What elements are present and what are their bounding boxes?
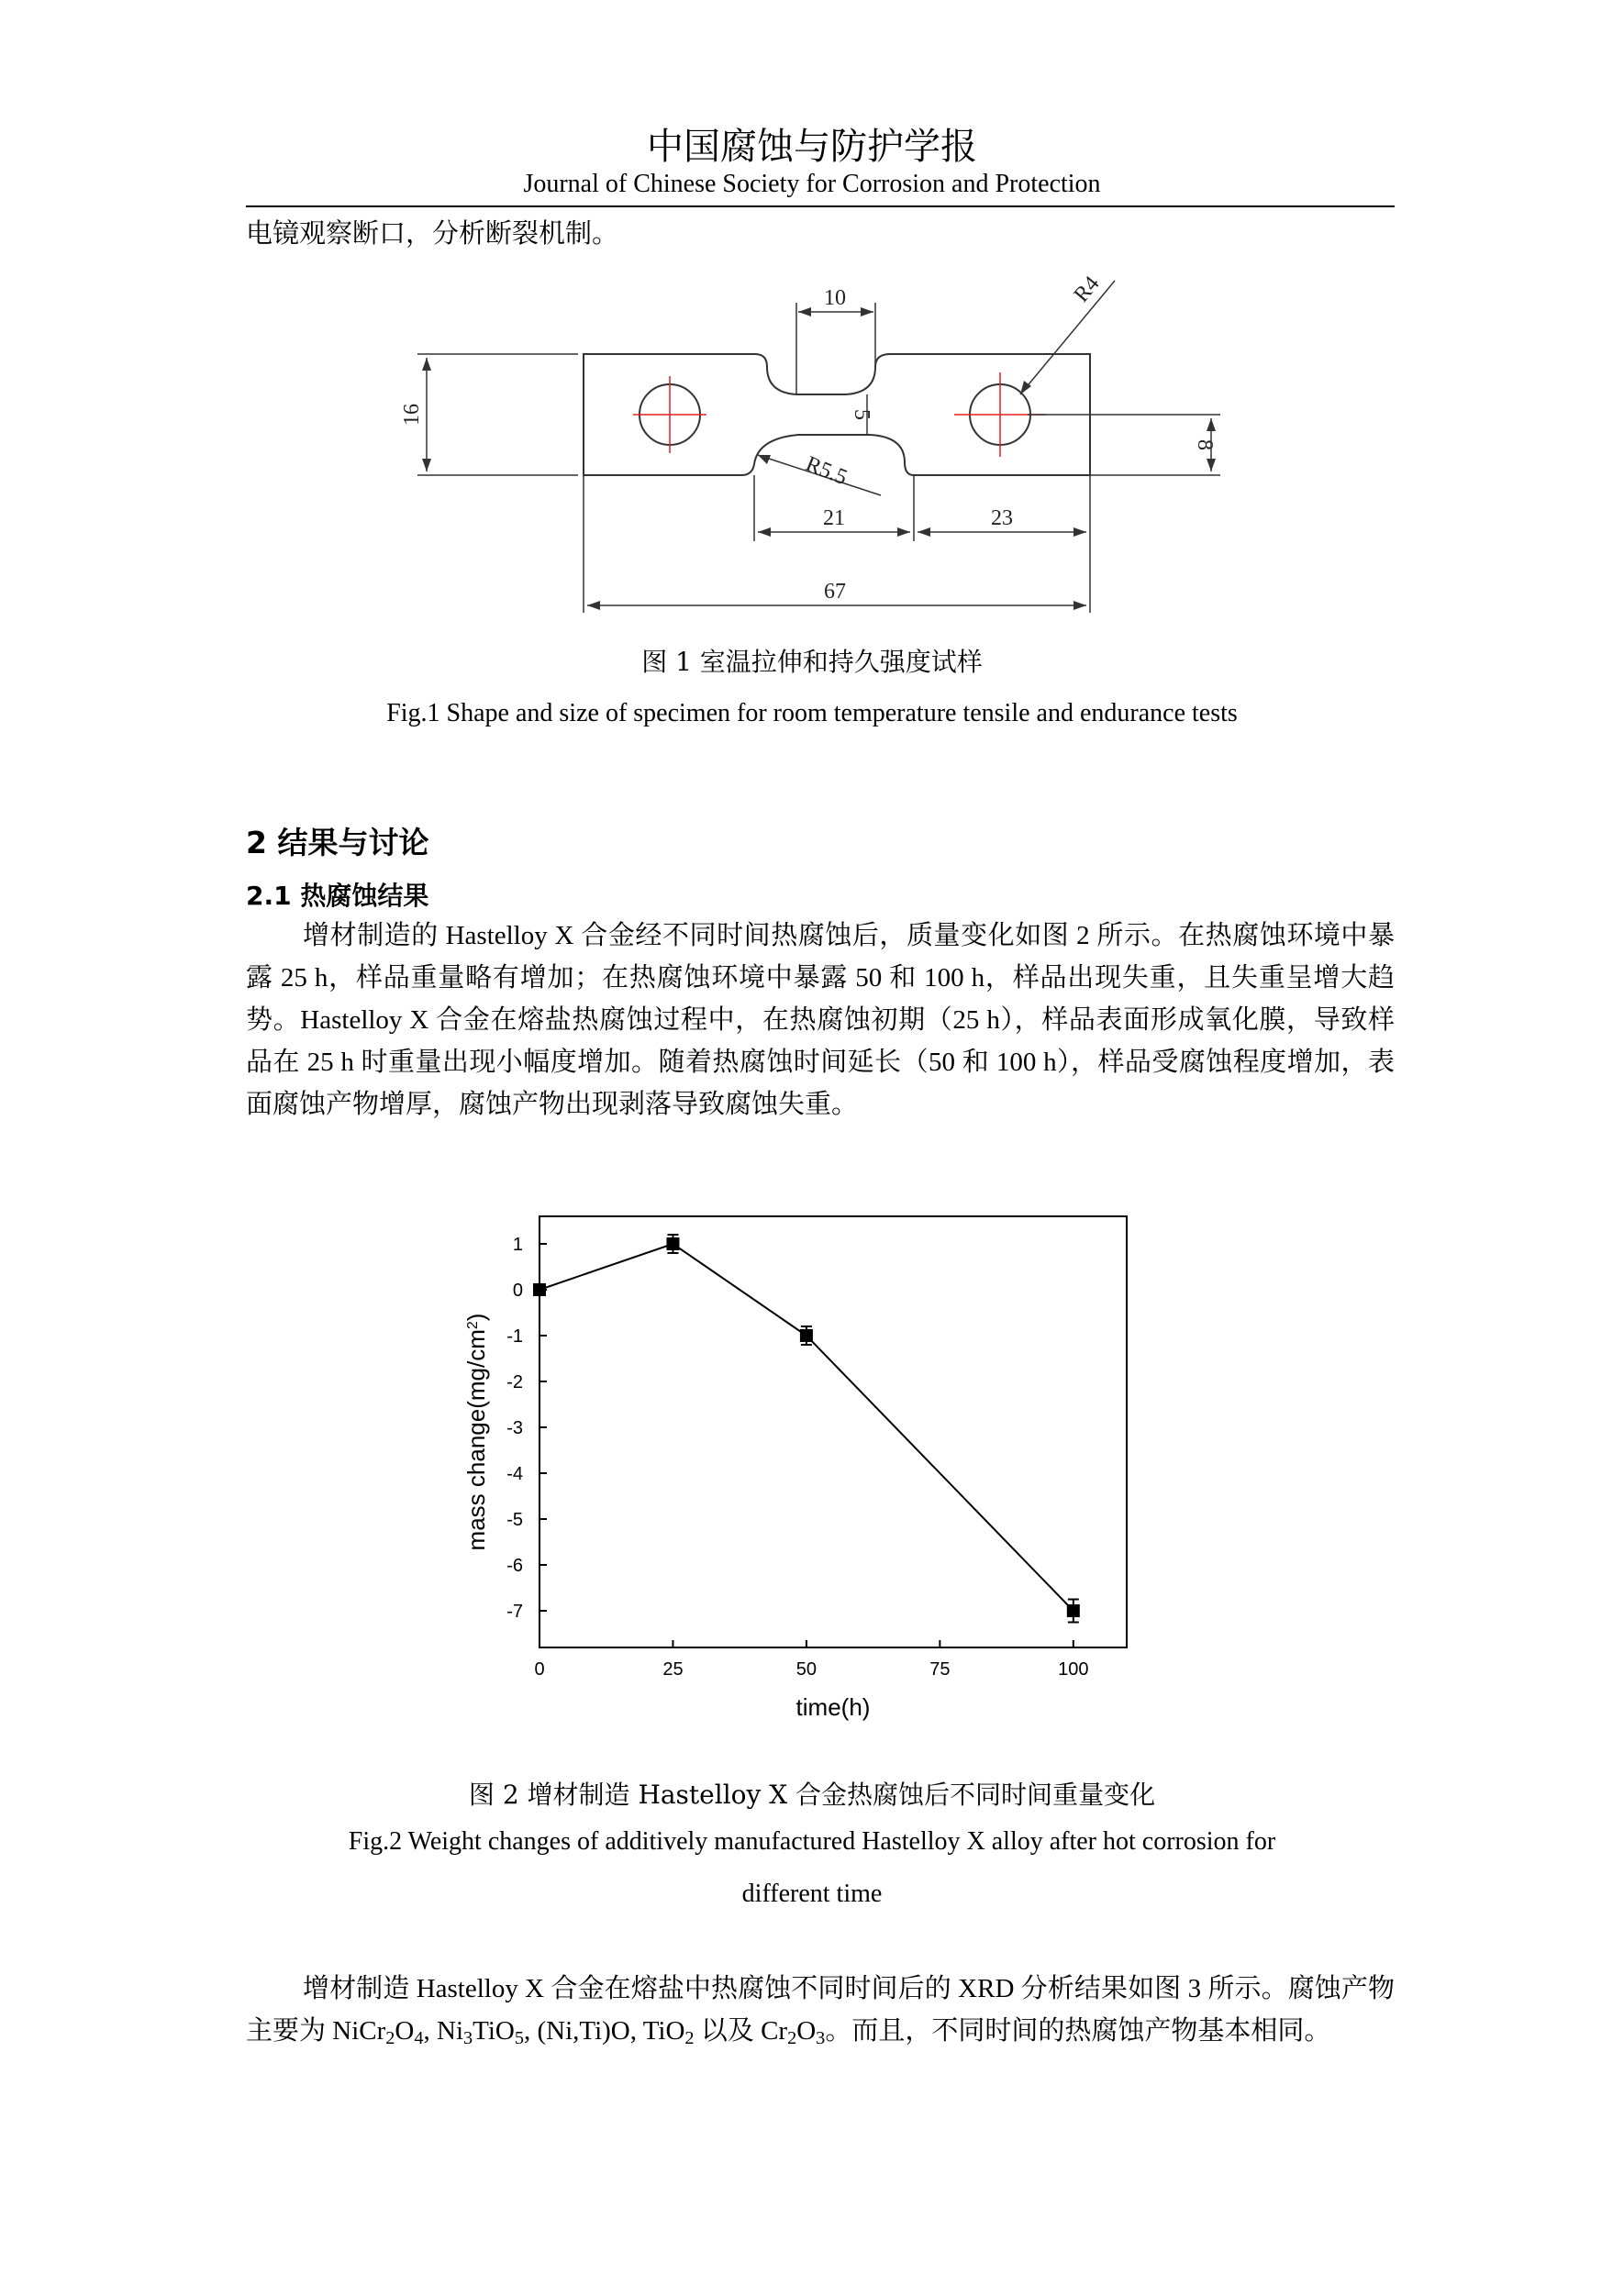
dim-section-23: 23	[991, 506, 1013, 530]
x-axis-label: time(h)	[795, 1693, 871, 1721]
paragraph-2-text: 增材制造 Hastelloy X 合金在熔盐中热腐蚀不同时间后的 XRD 分析结果如图 3 所示。腐蚀产物主要为 $NiCr_2O_4$, $Ni_3TiO_5$, (Ni,Ti)O, TiO$_2$ 以及 $Cr_2O_3$。而且，不同时间的热腐蚀产物基本相同。	[246, 1974, 1395, 2049]
figure1-caption-en: Fig.1 Shape and size of specimen for room temperature tensile and endurance tests	[386, 699, 1238, 727]
y-axis-label-sup: 2	[464, 1321, 481, 1330]
dim-width: 16	[400, 404, 424, 426]
paragraph-hot-corrosion	[246, 915, 1395, 1126]
y-tick-label: -6	[506, 1556, 523, 1576]
x-tick-label: 50	[795, 1659, 818, 1680]
y-tick-label: -2	[506, 1372, 523, 1392]
figure1-caption-cn: 图 1 室温拉伸和持久强度试样	[641, 647, 983, 677]
y-tick-label: -3	[506, 1418, 523, 1438]
dim-fillet-top: R4	[1069, 272, 1105, 307]
series-line	[539, 1244, 1073, 1611]
x-tick-label: 75	[929, 1659, 951, 1680]
y-tick-label: -1	[506, 1326, 523, 1347]
data-point	[1067, 1604, 1080, 1617]
dim-fillet-bottom: R5.5	[802, 451, 851, 491]
figure2-mass-change-chart	[440, 1192, 1174, 1743]
y-axis-label-main: mass change(mg/cm	[462, 1329, 490, 1551]
journal-title-cn: 中国腐蚀与防护学报	[647, 126, 977, 168]
paragraph-xrd	[246, 1968, 1395, 2052]
dim-neck-length: 10	[824, 286, 846, 310]
figure2-caption-cn: 图 2 增材制造 Hastelloy X 合金热腐蚀后不同时间重量变化	[468, 1780, 1156, 1810]
lead-line: 电镜观察断口，分析断裂机制。	[246, 219, 619, 249]
dim-total-length: 67	[824, 580, 846, 604]
paragraph-1-text: 增材制造的 Hastelloy X 合金经不同时间热腐蚀后，质量变化如图 2 所示。在热腐蚀环境中暴露 25 h，样品重量略有增加；在热腐蚀环境中暴露 50 和 100 h，样品出现失重，且失重呈增大趋势。Hastelloy X 合金在熔盐热腐蚀过程中，在热腐蚀初期（25 h），样品表面形成氧化膜，导致样品在 25 h 时重量出现小幅度增加。随着热腐蚀时间延长（50 和 100 h），样品受腐蚀程度增加，表面腐蚀产物增厚，腐蚀产物出现剥落导致腐蚀失重。	[246, 921, 1395, 1119]
subsection-heading: 2.1 热腐蚀结果	[246, 881, 429, 911]
x-tick-label: 25	[662, 1659, 684, 1680]
y-tick-label: -5	[506, 1510, 523, 1530]
y-axis-label	[462, 1314, 490, 1551]
figure2-caption-en-line1: Fig.2 Weight changes of additively manufactured Hastelloy X alloy after hot corrosion for	[348, 1827, 1276, 1856]
data-point	[666, 1237, 679, 1250]
y-tick-label: -4	[506, 1464, 523, 1484]
section-heading: 2 结果与讨论	[246, 825, 429, 860]
x-tick-label: 0	[534, 1659, 545, 1680]
dim-section-21: 21	[823, 506, 845, 530]
plot-frame	[539, 1216, 1127, 1647]
journal-title-en: Journal of Chinese Society for Corrosion and Protection	[523, 170, 1101, 198]
figure2-caption-en-line2: different time	[741, 1880, 883, 1908]
data-point	[800, 1329, 813, 1342]
dim-neck-width: 5	[850, 409, 873, 420]
dim-hole-offset: 8	[1193, 439, 1217, 450]
y-tick-label: -7	[506, 1602, 523, 1622]
y-tick-label: 1	[512, 1235, 523, 1255]
x-tick-label: 100	[1058, 1659, 1089, 1680]
figure1-specimen-drawing	[0, 0, 1624, 642]
y-axis-label-tail: )	[462, 1313, 490, 1322]
data-point	[533, 1283, 546, 1296]
y-tick-label: 0	[512, 1281, 523, 1301]
